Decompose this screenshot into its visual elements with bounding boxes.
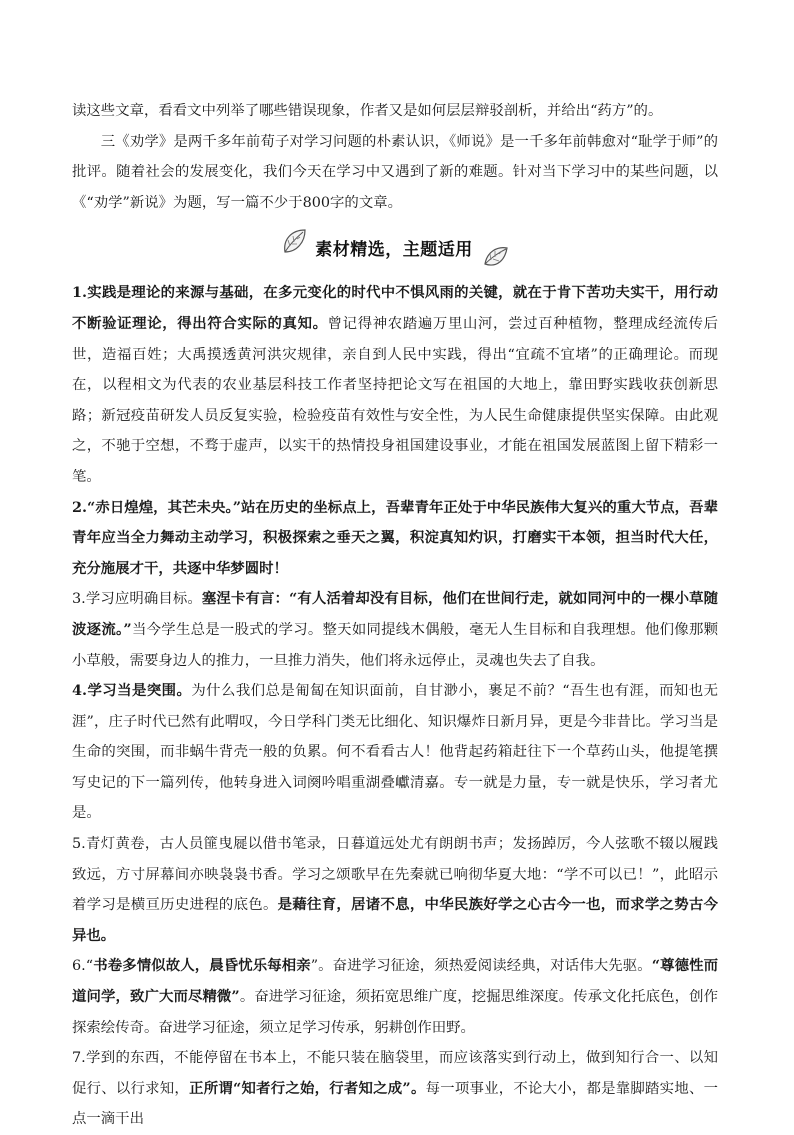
item-7 <box>72 1043 718 1135</box>
item-6-quote-2: “尊德性而道问学，致广大而尽精微” <box>72 957 718 1006</box>
item-1 <box>72 278 718 492</box>
item-3-pre: 3.学习应明确目标。 <box>72 591 202 608</box>
document-body <box>72 96 718 1135</box>
item-3-text: 当今学生总是一股式的学习。整天如同提线木偶般，毫无人生目标和自我理想。他们像那颗小草般，需要身边人的推力，一旦推力消失，他们将永远停止，灵魂也失去了自我。 <box>72 621 719 669</box>
section-heading <box>72 222 718 272</box>
item-7-text: 每一项事业，不论大小，都是靠脚踏实地、一点一滴干出 <box>72 1080 718 1128</box>
item-4-lead: 4.学习当是突围。 <box>72 682 192 700</box>
item-3 <box>72 584 718 676</box>
item-5 <box>72 829 718 951</box>
item-4 <box>72 676 718 829</box>
leaf-icon-left <box>279 226 309 256</box>
item-1-text: 曾记得神农踏遍万里山河，尝过百种植物，整理成经流传后世，造福百姓；大禹摸透黄河洪灾规律，亲自到人民中实践，得出“宜疏不宜堵”的正确理论。而现在，以程相文为代表的农业基层科技工作者坚持把论文写在祖国的大地上，靠田野实践收获创新思路；新冠疫苗研发人员反复实验，检验疫苗有效性与安全性，为人民生命健康提供坚实保障。由此观之，不驰于空想，不骛于虚声，以实干的热情投身祖国建设事业，才能在祖国发展蓝图上留下精彩一笔。 <box>72 315 718 485</box>
item-5-pre: 5.青灯黄卷，古人员篚曳屣以借书笔录，日暮道远处尤有朗朗书声；发扬踔厉，今人弦歌不辍以履践致远，方寸屏幕间亦映袅袅书香。学习之颂歌早在先秦就已响彻华夏大地：“学不可以已！”，此昭示着学习是横亘历史进程的底色。 <box>72 836 718 914</box>
item-2-text: 站在历史的坐标点上，吾辈青年正处于中华民族伟大复兴的重大节点，吾辈青年应当全力舞动主动学习，积极探索之垂天之翼，积淀真知灼识，打磨实干本领，担当时代大任，充分施展才干，共逐中华梦圆时！ <box>72 498 718 577</box>
item-6-mid: ”。奋进学习征途，须热爱阅读经典，对话伟大先驱。 <box>310 958 652 975</box>
intro-paragraph-1: 读这些文章，看看文中列举了哪些错误现象，作者又是如何层层辩驳剖析，并给出“药方”的。 <box>72 103 663 119</box>
intro-paragraph-2: 三《劝学》是两千多年前荀子对学习问题的朴素认识，《师说》是一千多年前韩愈对“耻学于师”的批评。随着社会的发展变化，我们今天在学习中又遇到了新的难题。针对当下学习中的某些问题，以《“劝学”新说》为题，写一篇不少于800字的文章。 <box>72 133 718 211</box>
item-2 <box>72 493 718 585</box>
section-title: 素材精选，主题适用 <box>315 239 473 260</box>
item-6-text: 。奋进学习征途，须拓宽思维广度，挖掘思维深度。传承文化托底色，创作探索绘传奇。奋进学习征途，须立足学习传承，躬耕创作田野。 <box>72 989 718 1036</box>
item-3-quote: 塞涅卡有言：“有人活着却没有目标，他们在世间行走，就如同河中的一棵小草随波逐流。” <box>72 590 719 638</box>
item-7-pre: 7.学到的东西，不能停留在书本上，不能只装在脑袋里，而应该落实到行动上，做到知行合一、以知促行、以行求知， <box>72 1050 718 1097</box>
item-2-lead: 2.“赤日煌煌，其芒未央。” <box>72 498 241 516</box>
item-1-lead: 1.实践是理论的来源与基础，在多元变化的时代中不惧风雨的关键，就在于肯下苦功夫实干，用行动不断验证理论，得出符合实际的真知。 <box>72 284 718 332</box>
item-5-bold: 是藉往育，居诸不息，中华民族好学之心古今一也，而求学之势古今异也。 <box>72 896 718 944</box>
item-4-text: 为什么我们总是匍匐在知识面前，自甘渺小，裹足不前？“吾生也有涯，而知也无涯”，庄子时代已然有此喟叹，今日学科门类无比细化、知识爆炸日新月异，更是今非昔比。学习当是生命的突围，而非蜗牛背壳一般的负累。何不看看古人！他背起药箱赶往下一个草药山头，他提笔撰写史记的下一篇列传，他转身进入词阕吟唱重湖叠巘清嘉。专一就是力量，专一就是快乐，学习者尤是。 <box>72 683 718 822</box>
item-6-quote-1: 书卷多情似故人，晨昏忧乐每相亲 <box>93 957 311 975</box>
leaf-icon-right <box>481 242 511 272</box>
item-6 <box>72 951 718 1043</box>
item-7-quote: 正所谓“知者行之始，行者知之成”。 <box>189 1079 426 1097</box>
item-6-pre: 6.“ <box>72 958 94 975</box>
